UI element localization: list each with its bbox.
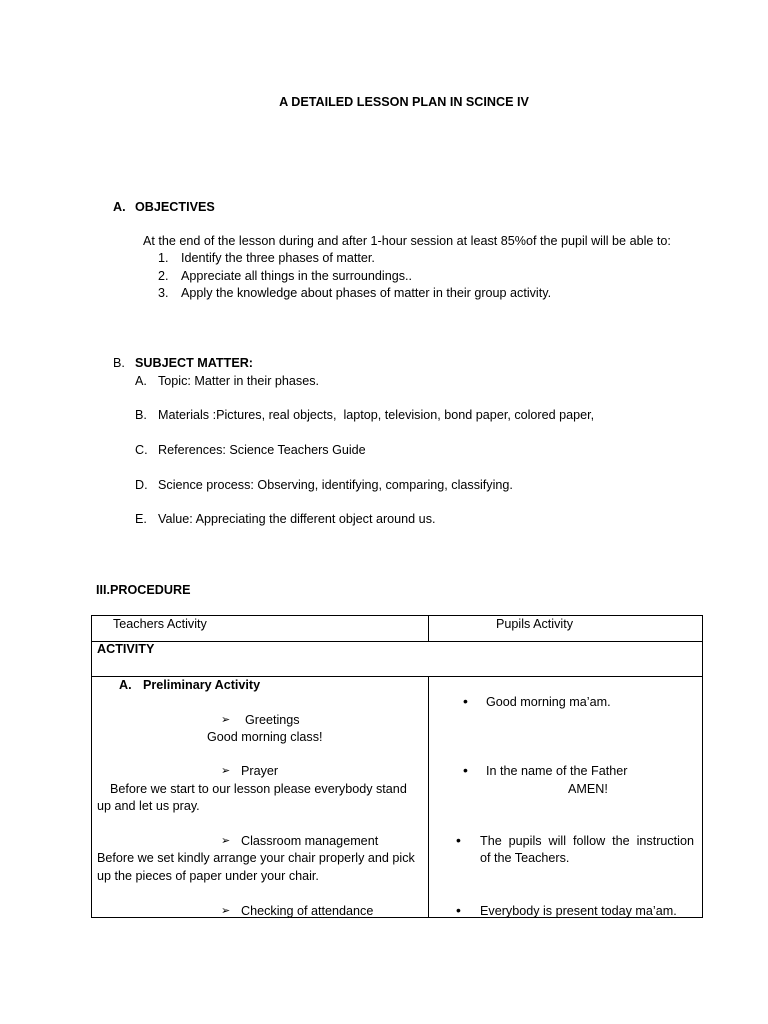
teacher-prayer-line: Before we start to our lesson please everybody stand	[110, 782, 407, 796]
subject-item-letter: D.	[135, 478, 148, 492]
objectives-letter: A.	[113, 200, 126, 214]
teacher-greetings-line: Good morning class!	[207, 730, 323, 744]
objectives-heading: OBJECTIVES	[135, 200, 215, 214]
bullet-icon: •	[456, 902, 461, 918]
subject-matter-letter: B.	[113, 356, 125, 370]
pupil-greeting-reply: Good morning ma’am.	[486, 695, 611, 709]
document-title: A DETAILED LESSON PLAN IN SCINCE IV	[279, 95, 529, 109]
column-header-pupils: Pupils Activity	[496, 617, 573, 631]
bullet-icon: •	[456, 832, 461, 848]
table-column-divider	[428, 676, 429, 918]
table-header-divider	[91, 641, 703, 642]
teacher-prayer-label: Prayer	[241, 764, 279, 778]
procedure-heading: III.PROCEDURE	[96, 583, 191, 597]
subject-item-letter: B.	[135, 408, 147, 422]
pupil-prayer-amen: AMEN!	[568, 782, 608, 796]
subject-item-letter: E.	[135, 512, 147, 526]
arrow-bullet-icon: ➢	[221, 764, 231, 777]
pupil-prayer-reply: In the name of the Father	[486, 764, 628, 778]
bullet-icon: •	[463, 693, 468, 709]
subsection-preliminary-activity: Preliminary Activity	[143, 678, 261, 692]
column-header-teachers: Teachers Activity	[113, 617, 207, 631]
objectives-intro: At the end of the lesson during and after 1-hour session at least 85%of the pupil will be able to:	[143, 234, 671, 248]
subject-matter-heading: SUBJECT MATTER:	[135, 356, 254, 370]
teacher-classroom-label: Classroom management	[241, 834, 379, 848]
pupil-attendance-reply: Everybody is present today ma’am.	[480, 904, 677, 918]
subject-item-letter: C.	[135, 443, 148, 457]
objective-text: Identify the three phases of matter.	[181, 251, 375, 265]
table-column-divider	[428, 615, 429, 641]
teacher-classroom-line: Before we set kindly arrange your chair properly and pick	[97, 851, 415, 865]
teacher-prayer-line: up and let us pray.	[97, 799, 200, 813]
arrow-bullet-icon: ➢	[221, 904, 231, 917]
objective-text: Appreciate all things in the surroundings..	[181, 269, 413, 283]
subject-item-value: Value: Appreciating the different object around us.	[158, 512, 436, 526]
pupil-classroom-reply: The pupils will follow the instruction	[480, 834, 694, 848]
subject-item-topic: Topic: Matter in their phases.	[158, 374, 319, 388]
objective-number: 3.	[158, 286, 169, 300]
subsection-letter: A.	[119, 678, 132, 692]
section-activity: ACTIVITY	[97, 642, 155, 656]
objective-number: 2.	[158, 269, 169, 283]
objective-text: Apply the knowledge about phases of matter in their group activity.	[181, 286, 552, 300]
objective-number: 1.	[158, 251, 169, 265]
teacher-classroom-line: up the pieces of paper under your chair.	[97, 869, 319, 883]
teacher-attendance-label: Checking of attendance	[241, 904, 374, 918]
bullet-icon: •	[463, 762, 468, 778]
subject-item-references: References: Science Teachers Guide	[158, 443, 366, 457]
arrow-bullet-icon: ➢	[221, 713, 231, 726]
subject-item-materials: Materials :Pictures, real objects, laptop, television, bond paper, colored paper,	[158, 408, 595, 422]
arrow-bullet-icon: ➢	[221, 834, 231, 847]
pupil-classroom-reply-cont: of the Teachers.	[480, 851, 570, 865]
subject-item-science-process: Science process: Observing, identifying, comparing, classifying.	[158, 478, 513, 492]
subject-item-letter: A.	[135, 374, 147, 388]
teacher-greetings-label: Greetings	[245, 713, 300, 727]
